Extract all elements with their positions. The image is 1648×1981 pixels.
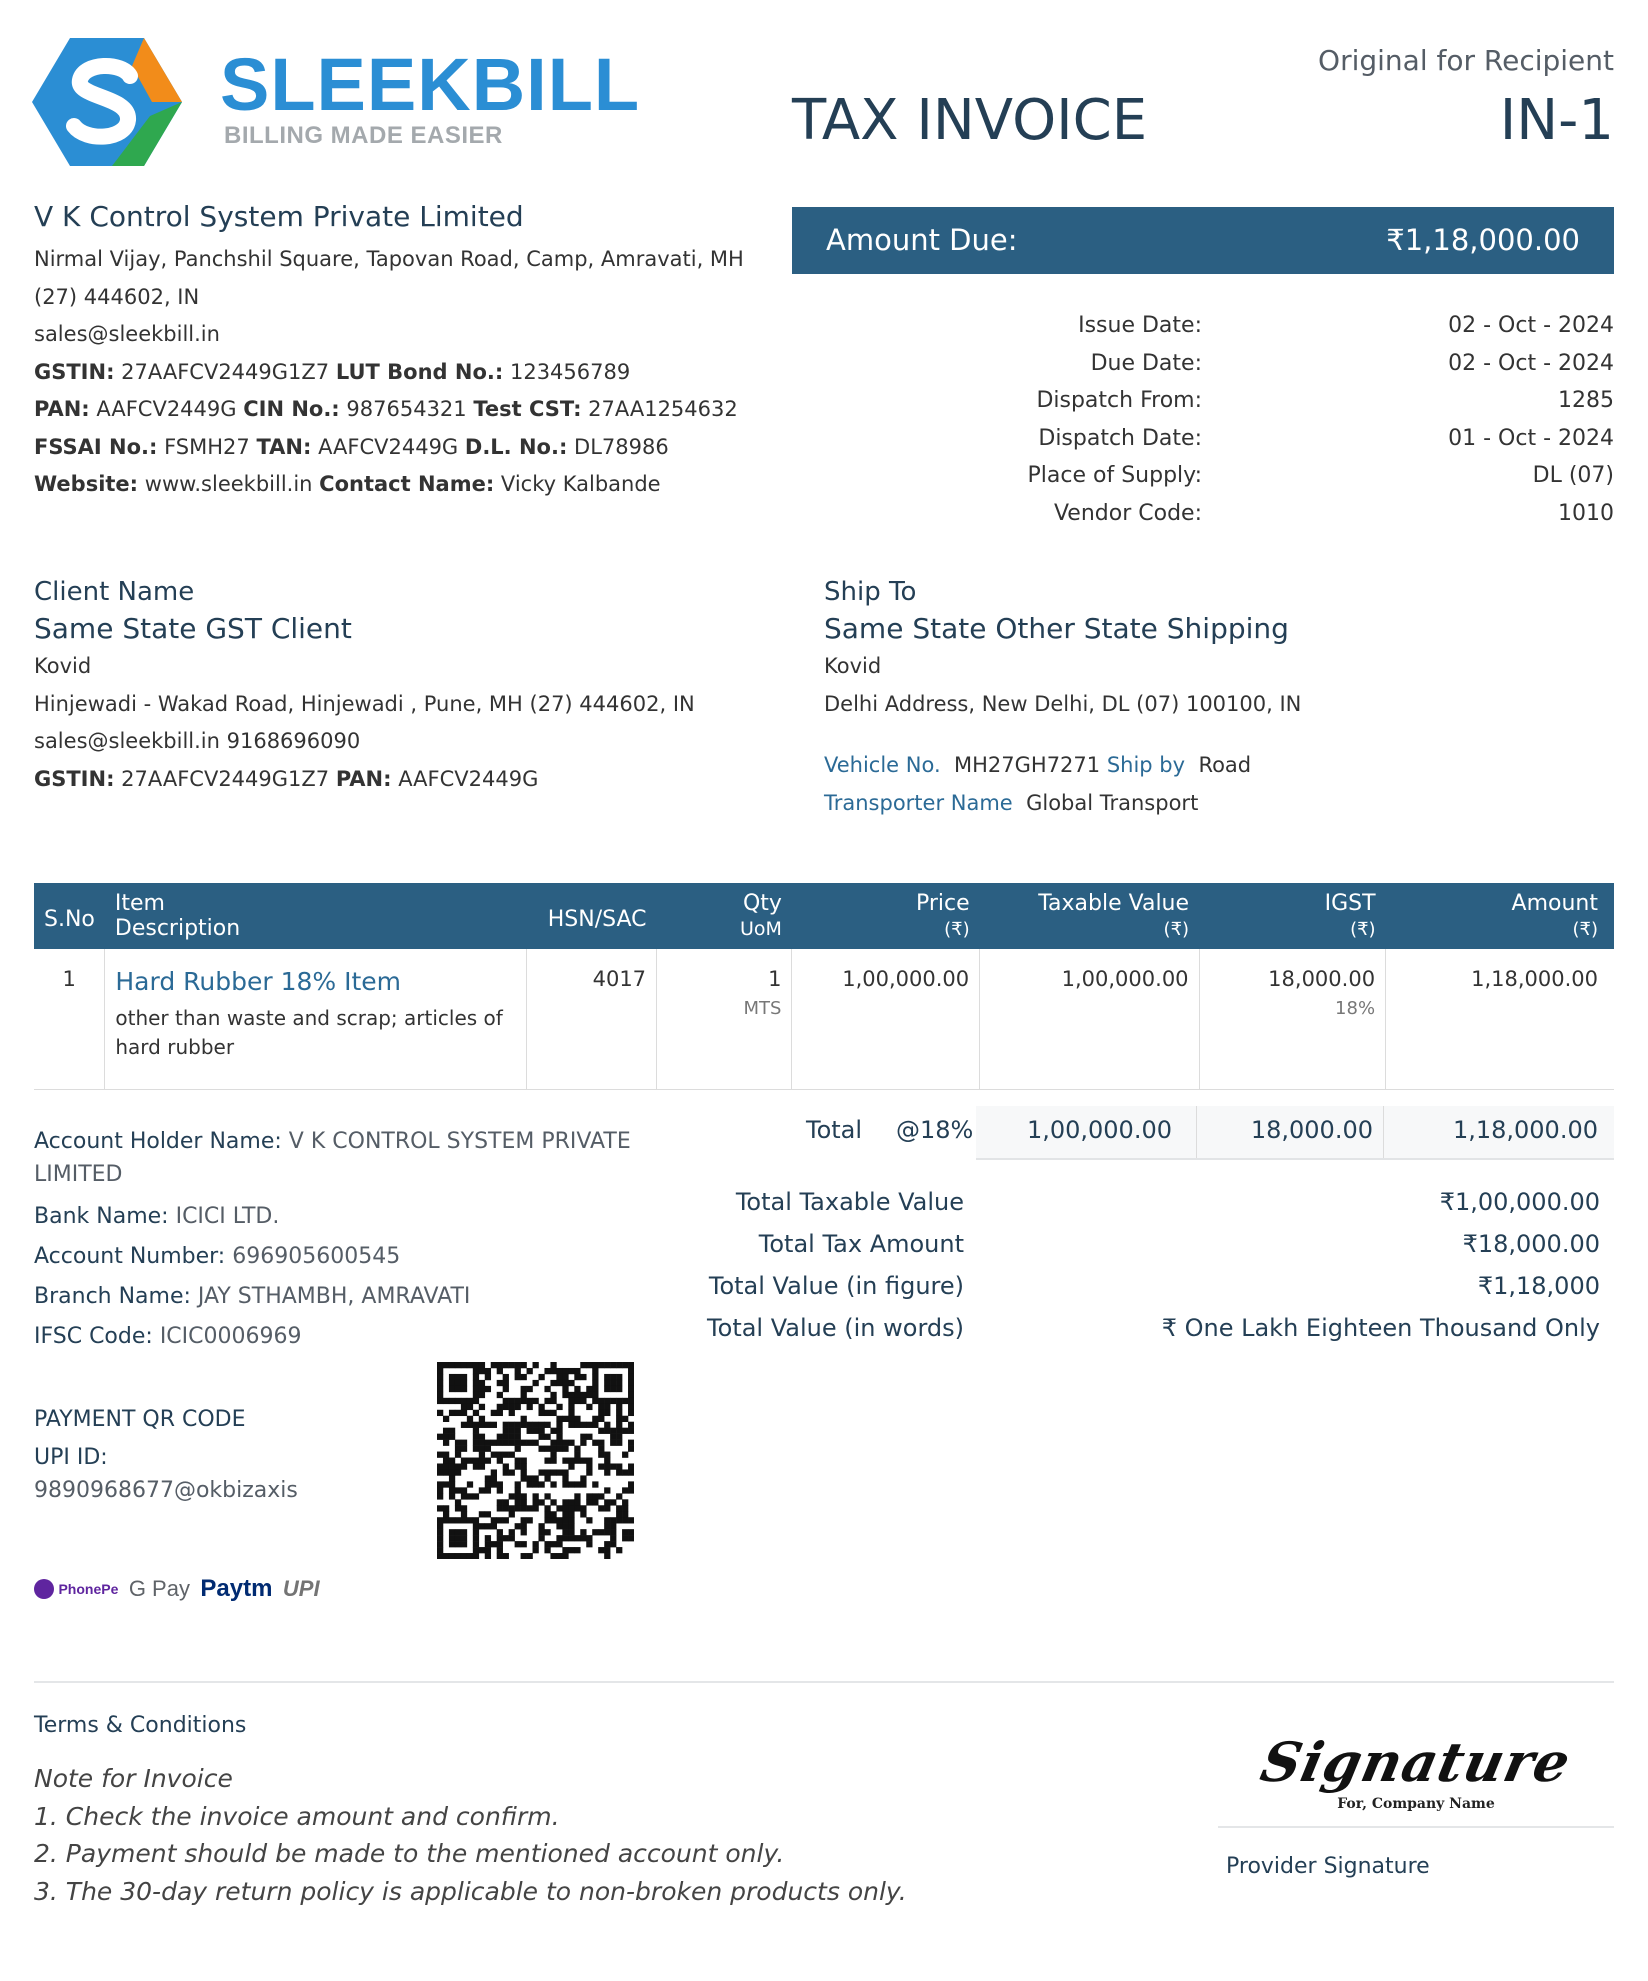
- item-description: other than waste and scrap; articles of hard rubber: [115, 1006, 503, 1059]
- summary-row: Total Tax Amount ₹18,000.00: [758, 1230, 1600, 1258]
- meta-row: Vendor Code: 1010: [1053, 500, 1614, 526]
- client-heading: Client Name: [34, 577, 195, 607]
- logo-mark-icon: [32, 36, 182, 168]
- ship-block: [824, 574, 1614, 822]
- seller-email: sales@sleekbill.in: [34, 322, 220, 346]
- meta-row: Place of Supply: DL (07): [1027, 463, 1614, 488]
- summary-row: Total Taxable Value ₹1,00,000.00: [735, 1188, 1600, 1216]
- branch-name: Branch Name: JAY STHAMBH, AMRAVATI: [34, 1284, 471, 1309]
- item-name: Hard Rubber 18% Item: [115, 967, 402, 996]
- upi-id: 9890968677@okbizaxis: [34, 1478, 298, 1503]
- phonepe-icon: [34, 1579, 54, 1599]
- summary-row: Total Value (in figure) ₹1,18,000: [708, 1272, 1600, 1300]
- meta-row: Due Date: 02 - Oct - 2024: [1090, 350, 1614, 376]
- terms-block: [34, 1706, 1034, 1910]
- amount-due-label: Amount Due:: [826, 223, 1018, 257]
- account-number: Account Number: 696905600545: [34, 1244, 401, 1269]
- signature-block: [1218, 1730, 1614, 1879]
- payment-apps: [34, 1575, 320, 1607]
- total-amount: 1,18,000.00: [1452, 1116, 1598, 1144]
- paytm-label: Paytm: [200, 1575, 273, 1602]
- table-header-row: [34, 883, 1614, 949]
- account-holder: Account Holder Name: V K CONTROL SYSTEM PRIVATE LIMITED: [34, 1129, 631, 1187]
- seller-website-line: Website: www.sleekbill.in Contact Name: Vicky Kalbande: [34, 472, 661, 496]
- total-rate: @18%: [896, 1116, 974, 1144]
- divider: [34, 1681, 1614, 1683]
- ship-name: Same State Other State Shipping: [824, 612, 1289, 645]
- col-qty: Qty UoM: [657, 883, 792, 949]
- signature-image: Signature: [1255, 1730, 1577, 1794]
- ship-vehicle-line: Vehicle No. MH27GH7271 Ship by Road: [824, 753, 1252, 777]
- client-email-phone: sales@sleekbill.in 9168696090: [34, 729, 361, 753]
- table-row: 1 Hard Rubber 18% Item other than waste and scrap; articles of hard rubber 4017 1 MTS 1,00,000.00 1,00,000.00 18,000.00 18% 1,18,000.00: [34, 949, 1614, 1089]
- invoice-number: IN-1: [1499, 88, 1614, 153]
- col-igst: IGST (₹): [1199, 883, 1386, 949]
- col-price: Price (₹): [792, 883, 980, 949]
- payment-qr-code: [437, 1362, 634, 1559]
- phonepe-label: PhonePe: [58, 1581, 119, 1597]
- ship-contact: Kovid: [824, 654, 882, 678]
- gpay-label: G Pay: [128, 1576, 190, 1601]
- total-taxable: 1,00,000.00: [1026, 1116, 1172, 1144]
- meta-row: Issue Date: 02 - Oct - 2024: [1078, 313, 1614, 338]
- items-table: [34, 883, 1614, 1090]
- client-address: Hinjewadi - Wakad Road, Hinjewadi , Pune, MH (27) 444602, IN: [34, 691, 695, 716]
- col-sno: S.No: [34, 883, 105, 949]
- terms-line: 2. Payment should be made to the mentioned account only.: [34, 1839, 785, 1868]
- amount-due-bar: [792, 207, 1614, 274]
- copy-label: Original for Recipient: [1318, 44, 1614, 77]
- company-logo: [32, 36, 641, 166]
- total-label: Total: [806, 1116, 863, 1144]
- ship-heading: Ship To: [824, 577, 917, 607]
- col-hsn: HSN/SAC: [527, 883, 657, 949]
- ship-transporter-line: Transporter Name Global Transport: [824, 790, 1199, 815]
- bank-name: Bank Name: ICICI LTD.: [34, 1204, 280, 1229]
- seller-gstin-line: GSTIN: 27AAFCV2449G1Z7 LUT Bond No.: 123456789: [34, 359, 631, 384]
- summary-row: Total Value (in words) ₹ One Lakh Eighteen Thousand Only: [707, 1314, 1600, 1342]
- col-taxable: Taxable Value (₹): [980, 883, 1199, 949]
- meta-row: Dispatch From: 1285: [1036, 388, 1614, 413]
- payment-block: [34, 1400, 414, 1506]
- terms-line: 3. The 30-day return policy is applicable to non-broken products only.: [34, 1876, 907, 1906]
- seller-name: V K Control System Private Limited: [34, 200, 524, 233]
- meta-row: Dispatch Date: 01 - Oct - 2024: [1038, 425, 1614, 451]
- bank-details: [34, 1125, 654, 1357]
- logo-name: SLEEKBILL: [220, 43, 641, 126]
- terms-line: Note for Invoice: [34, 1764, 233, 1793]
- terms-line: 1. Check the invoice amount and confirm.: [34, 1801, 560, 1831]
- seller-block: [34, 200, 774, 504]
- client-gstin-line: GSTIN: 27AAFCV2449G1Z7 PAN: AAFCV2449G: [34, 766, 539, 791]
- upi-label: UPI ID:: [34, 1445, 108, 1470]
- qr-heading: PAYMENT QR CODE: [34, 1407, 246, 1432]
- ship-address: Delhi Address, New Delhi, DL (07) 100100, IN: [824, 691, 1302, 716]
- amount-due-value: ₹1,18,000.00: [1386, 223, 1580, 257]
- for-company-name: For, Company Name: [1337, 1796, 1495, 1812]
- invoice-meta: [792, 307, 1614, 532]
- seller-address-1: Nirmal Vijay, Panchshil Square, Tapovan Road, Camp, Amravati, MH: [34, 247, 744, 271]
- logo-tagline: BILLING MADE EASIER: [224, 122, 503, 149]
- col-item: Item Description: [105, 883, 527, 949]
- provider-signature-label: Provider Signature: [1226, 1854, 1430, 1879]
- client-contact: Kovid: [34, 654, 92, 678]
- seller-fssai-line: FSSAI No.: FSMH27 TAN: AAFCV2449G D.L. No.: DL78986: [34, 434, 669, 459]
- seller-pan-line: PAN: AAFCV2449G CIN No.: 987654321 Test CST: 27AA1254632: [34, 397, 738, 421]
- upi-logo-label: UPI: [282, 1576, 320, 1601]
- summary-block: [660, 1188, 1600, 1356]
- terms-heading: Terms & Conditions: [34, 1713, 247, 1738]
- ifsc-code: IFSC Code: ICIC0006969: [34, 1324, 302, 1349]
- seller-address-2: (27) 444602, IN: [34, 284, 200, 309]
- col-amount: Amount (₹): [1386, 883, 1614, 949]
- website-link[interactable]: www.sleekbill.in: [144, 472, 313, 496]
- client-block: [34, 574, 794, 798]
- client-name: Same State GST Client: [34, 612, 352, 645]
- total-igst: 18,000.00: [1250, 1116, 1373, 1144]
- invoice-title: TAX INVOICE: [792, 88, 1148, 153]
